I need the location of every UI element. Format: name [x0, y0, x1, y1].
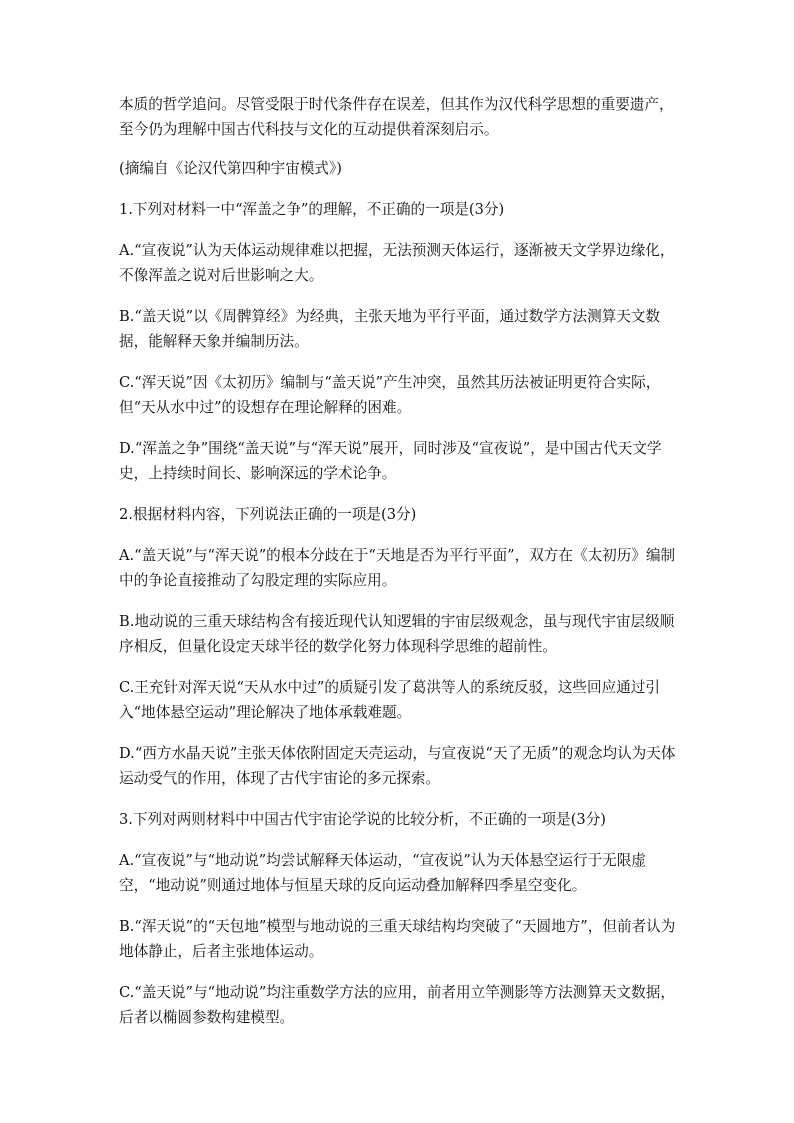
option-d: D.“浑盖之争”围绕“盖天说”与“浑天说”展开，同时涉及“宣夜说”，是中国古代天文学史，上持续时间长、影响深远的学术论争。	[119, 440, 662, 482]
option-a: A.“宣夜说”与“地动说”均尝试解释天体运动，“宣夜说”认为天体悬空运行于无限虚空，“地动说”则通过地体与恒星天球的反向运动叠加解释四季星空变化。	[119, 852, 646, 894]
option-c: C.王充针对浑天说“天从水中过”的质疑引发了葛洪等人的系统反驳，这些回应通过引入“地体悬空运动”理论解决了地体承载难题。	[119, 679, 660, 721]
document-body	[119, 92, 679, 1046]
option-a: A.“盖天说”与“浑天说”的根本分歧在于“天地是否为平行平面”，双方在《太初历》编制中的争论直接推动了勾股定理的实际应用。	[119, 547, 676, 589]
question-title: 2.根据材料内容，下列说法正确的一项是(3分)	[119, 506, 417, 523]
option-a: A.“宣夜说”认为天体运动规律难以把握，无法预测天体运行，逐渐被天文学界边缘化，不像浑盖之说对后世影响之大。	[119, 242, 675, 284]
question-2	[119, 502, 679, 791]
question-title: 3.下列对两则材料中中国古代宇宙论学说的比较分析，不正确的一项是(3分)	[119, 811, 607, 828]
option-b: B.“浑天说”的“天包地”模型与地动说的三重天球结构均突破了“天圆地方”，但前者认为地体静止，后者主张地体运动。	[119, 918, 676, 960]
option-b: B.“盖天说”以《周髀算经》为经典，主张天地为平行平面，通过数学方法测算天文数据，能解释天象并编制历法。	[119, 308, 661, 350]
question-1	[119, 197, 679, 486]
option-b: B.地动说的三重天球结构含有接近现代认知逻辑的宇宙层级观念，虽与现代宇宙层级顺序相反，但量化设定天球半径的数学化努力体现科学思维的超前性。	[119, 613, 675, 655]
option-c: C.“盖天说”与“地动说”均注重数学方法的应用，前者用立竿测影等方法测算天文数据，后者以椭圆参数构建模型。	[119, 984, 675, 1026]
source-citation: (摘编自《论汉代第四种宇宙模式》)	[119, 160, 342, 177]
option-d: D.“西方水晶天说”主张天体依附固定天壳运动，与宣夜说“天了无质”的观念均认为天体运动受气的作用，体现了古代宇宙论的多元探索。	[119, 745, 676, 787]
question-3	[119, 807, 679, 1030]
intro-paragraph: 本质的哲学追问。尽管受限于时代条件存在误差，但其作为汉代科学思想的重要遗产，至今仍为理解中国古代科技与文化的互动提供着深刻启示。	[119, 96, 674, 138]
question-title: 1.下列对材料一中“浑盖之争”的理解，不正确的一项是(3分)	[119, 201, 505, 218]
option-c: C.“浑天说”因《太初历》编制与“盖天说”产生冲突，虽然其历法被证明更符合实际，但“天从水中过”的设想存在理论解释的困难。	[119, 374, 661, 416]
